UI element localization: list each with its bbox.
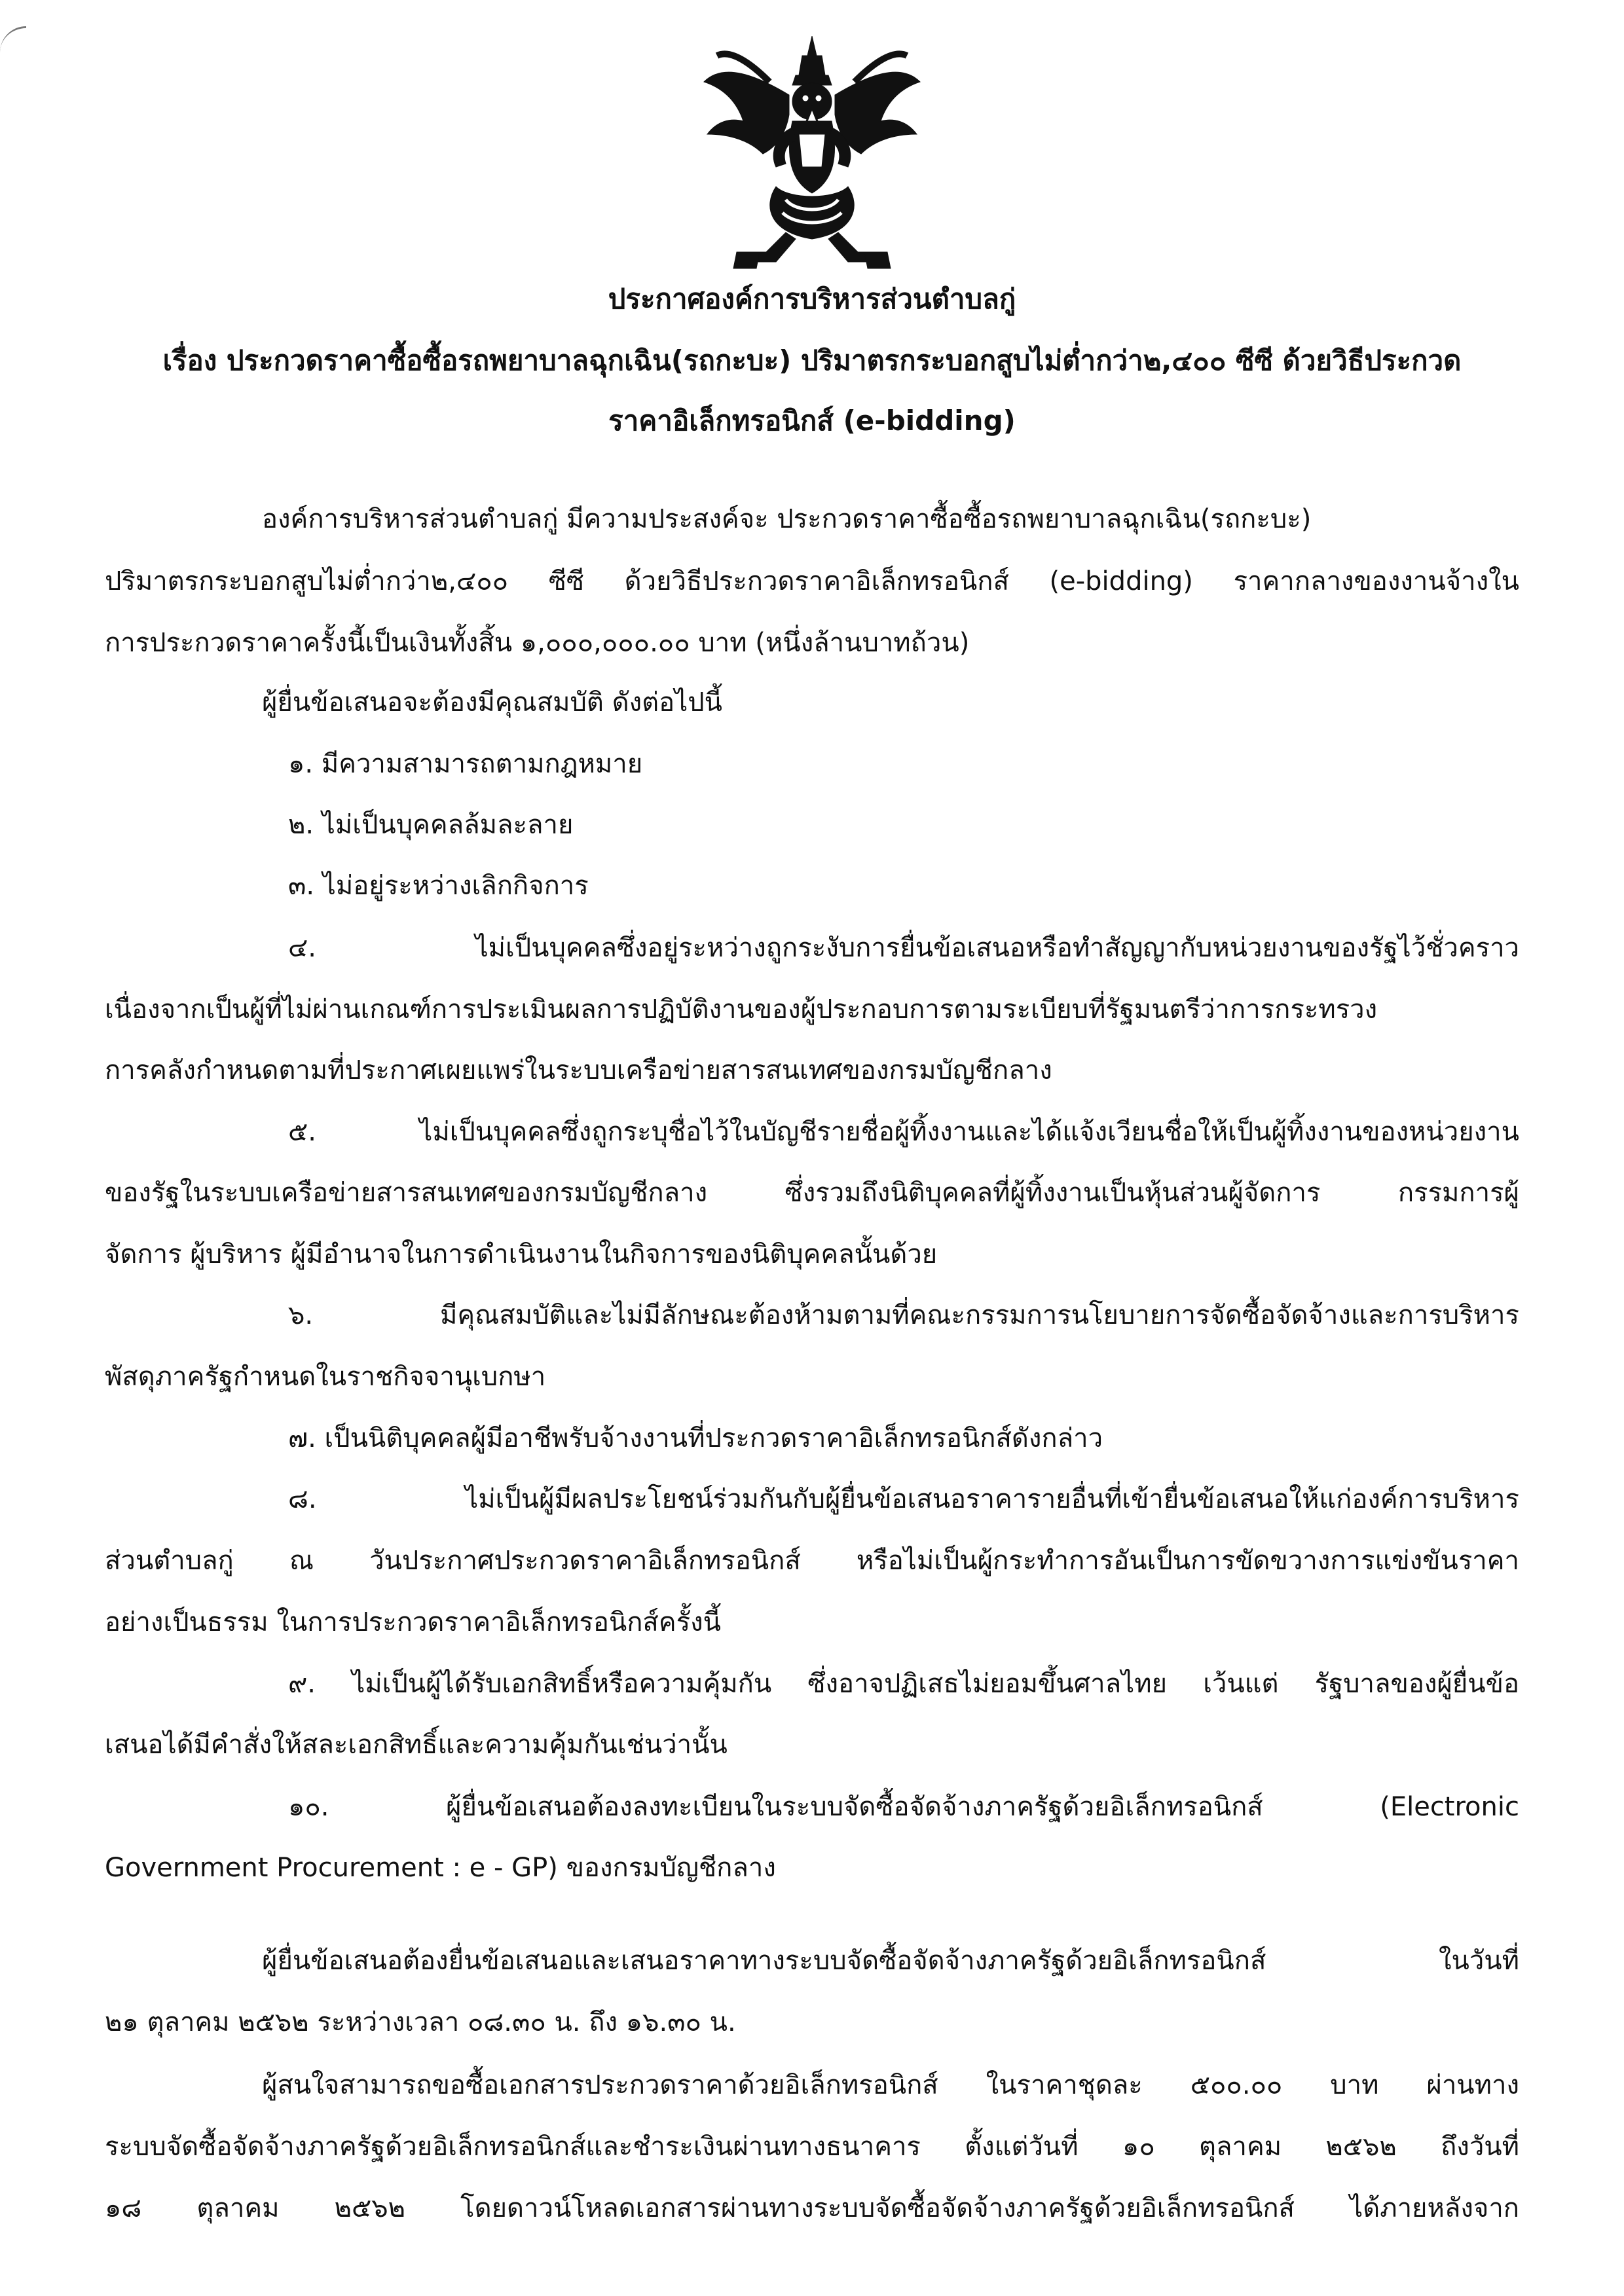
qualification-item-9-line-1: ๙. ไม่เป็นผู้ได้รับเอกสิทธิ์หรือความคุ้มกัน ซึ่งอาจปฏิเสธไม่ยอมขึ้นศาลไทย เว้นแต่ รัฐบาลของผู้ยื่นข้อ (288, 1669, 1519, 1699)
purchase-line-2: ระบบจัดซื้อจัดจ้างภาครัฐด้วยอิเล็กทรอนิกส์และชำระเงินผ่านทางธนาคาร ตั้งแต่วันที่ ๑๐ ตุลาคม ๒๕๖๒ ถึงวันที่ (105, 2132, 1519, 2162)
qualification-item-8-line-3: อย่างเป็นธรรม ในการประกวดราคาอิเล็กทรอนิกส์ครั้งนี้ (105, 1607, 721, 1637)
qualification-item-10-line-2: Government Procurement : e - GP) ของกรมบัญชีกลาง (105, 1853, 776, 1883)
qualification-item-4-line-3: การคลังกำหนดตามที่ประกาศเผยแพร่ในระบบเครือข่ายสารสนเทศของกรมบัญชีกลาง (105, 1055, 1052, 1085)
qualification-item-7: ๗. เป็นนิติบุคคลผู้มีอาชีพรับจ้างงานที่ประกวดราคาอิเล็กทรอนิกส์ดังกล่าว (288, 1423, 1103, 1453)
purchase-line-3: ๑๘ ตุลาคม ๒๕๖๒ โดยดาวน์โหลดเอกสารผ่านทางระบบจัดซื้อจัดจ้างภาครัฐด้วยอิเล็กทรอนิกส์ ได้ภายหลังจาก (105, 2193, 1519, 2223)
qualification-item-1: ๑. มีความสามารถตามกฎหมาย (288, 749, 643, 779)
qualification-item-4-line-2: เนื่องจากเป็นผู้ที่ไม่ผ่านเกณฑ์การประเมินผลการปฏิบัติงานของผู้ประกอบการตามระเบียบที่รัฐมนตรีว่าการกระทรวง (105, 994, 1378, 1025)
announcement-subject (65, 344, 1559, 377)
submission-line-1: ผู้ยื่นข้อเสนอต้องยื่นข้อเสนอและเสนอราคาทางระบบจัดซื้อจัดจ้างภาครัฐด้วยอิเล็กทรอนิกส์ ในวันที่ (262, 1946, 1519, 1976)
submission-line-2: ๒๑ ตุลาคม ๒๕๖๒ ระหว่างเวลา ๐๘.๓๐ น. ถึง ๑๖.๓๐ น. (105, 2007, 736, 2037)
qualification-item-5-line-1: ๕. ไม่เป็นบุคคลซึ่งถูกระบุชื่อไว้ในบัญชีรายชื่อผู้ทิ้งงานและได้แจ้งเวียนชื่อให้เป็นผู้ทิ้งงานของหน่วยงาน (288, 1117, 1519, 1147)
announcement-title: ประกาศองค์การบริหารส่วนตำบลกู่ (608, 283, 1016, 315)
qualification-item-3: ๓. ไม่อยู่ระหว่างเลิกกิจการ (288, 871, 589, 901)
qualification-item-6-line-2: พัสดุภาครัฐกำหนดในราชกิจจานุเบกษา (105, 1362, 546, 1392)
qualification-item-5-line-3: จัดการ ผู้บริหาร ผู้มีอำนาจในการดำเนินงานในกิจการของนิติบุคคลนั้นด้วย (105, 1239, 938, 1269)
qualifications-heading: ผู้ยื่นข้อเสนอจะต้องมีคุณสมบัติ ดังต่อไปนี้ (262, 687, 722, 718)
qualification-item-2: ๒. ไม่เป็นบุคคลล้มละลาย (288, 810, 574, 840)
qualification-item-8-line-2: ส่วนตำบลกู่ ณ วันประกาศประกวดราคาอิเล็กทรอนิกส์ หรือไม่เป็นผู้กระทำการอันเป็นการขัดขวางการแข่งขันราคา (105, 1546, 1519, 1576)
qualification-item-10-line-1: ๑๐. ผู้ยื่นข้อเสนอต้องลงทะเบียนในระบบจัดซื้อจัดจ้างภาครัฐด้วยอิเล็กทรอนิกส์ (Electronic (288, 1792, 1519, 1822)
subject-line-2: ราคาอิเล็กทรอนิกส์ (e-bidding) (608, 405, 1016, 437)
qualification-item-5-line-2: ของรัฐในระบบเครือข่ายสารสนเทศของกรมบัญชีกลาง ซึ่งรวมถึงนิติบุคคลที่ผู้ทิ้งงานเป็นหุ้นส่วนผู้จัดการ กรรมการผู้ (105, 1178, 1519, 1208)
qualification-item-6-line-1: ๖. มีคุณสมบัติและไม่มีลักษณะต้องห้ามตามที่คณะกรรมการนโยบายการจัดซื้อจัดจ้างและการบริหาร (288, 1300, 1519, 1330)
qualification-item-9-line-2: เสนอได้มีคำสั่งให้สละเอกสิทธิ์และความคุ้มกันเช่นว่านั้น (105, 1730, 728, 1760)
purchase-line-1: ผู้สนใจสามารถขอซื้อเอกสารประกวดราคาด้วยอิเล็กทรอนิกส์ ในราคาชุดละ ๕๐๐.๐๐ บาท ผ่านทาง (262, 2070, 1519, 2100)
subject-line-1: ประกวดราคาซื้อซื้อรถพยาบาลฉุกเฉิน(รถกะบะ) ปริมาตรกระบอกสูบไม่ต่ำกว่า๒,๔๐๐ ซีซี ด้วยวิธีประกวด (226, 344, 1462, 376)
intro-line-3: การประกวดราคาครั้งนี้เป็นเงินทั้งสิ้น ๑,๐๐๐,๐๐๐.๐๐ บาท (หนึ่งล้านบาทถ้วน) (105, 628, 970, 658)
intro-line-1: องค์การบริหารส่วนตำบลกู่ มีความประสงค์จะ ประกวดราคาซื้อซื้อรถพยาบาลฉุกเฉิน(รถกะบะ) (262, 504, 1312, 534)
subject-label: เรื่อง (162, 344, 217, 376)
scan-corner-mark (0, 26, 26, 54)
intro-line-2: ปริมาตรกระบอกสูบไม่ต่ำกว่า๒,๔๐๐ ซีซี ด้วยวิธีประกวดราคาอิเล็กทรอนิกส์ (e-bidding) ราคากลางของงานจ้างใน (105, 566, 1519, 596)
qualification-item-4-line-1: ๔. ไม่เป็นบุคคลซึ่งอยู่ระหว่างถูกระงับการยื่นข้อเสนอหรือทำสัญญากับหน่วยงานของรัฐไว้ชั่วคราว (288, 933, 1519, 963)
qualification-item-8-line-1: ๘. ไม่เป็นผู้มีผลประโยชน์ร่วมกันกับผู้ยื่นข้อเสนอราคารายอื่นที่เข้ายื่นข้อเสนอให้แก่องค์การบริหาร (288, 1484, 1519, 1514)
garuda-emblem-icon (697, 36, 927, 272)
